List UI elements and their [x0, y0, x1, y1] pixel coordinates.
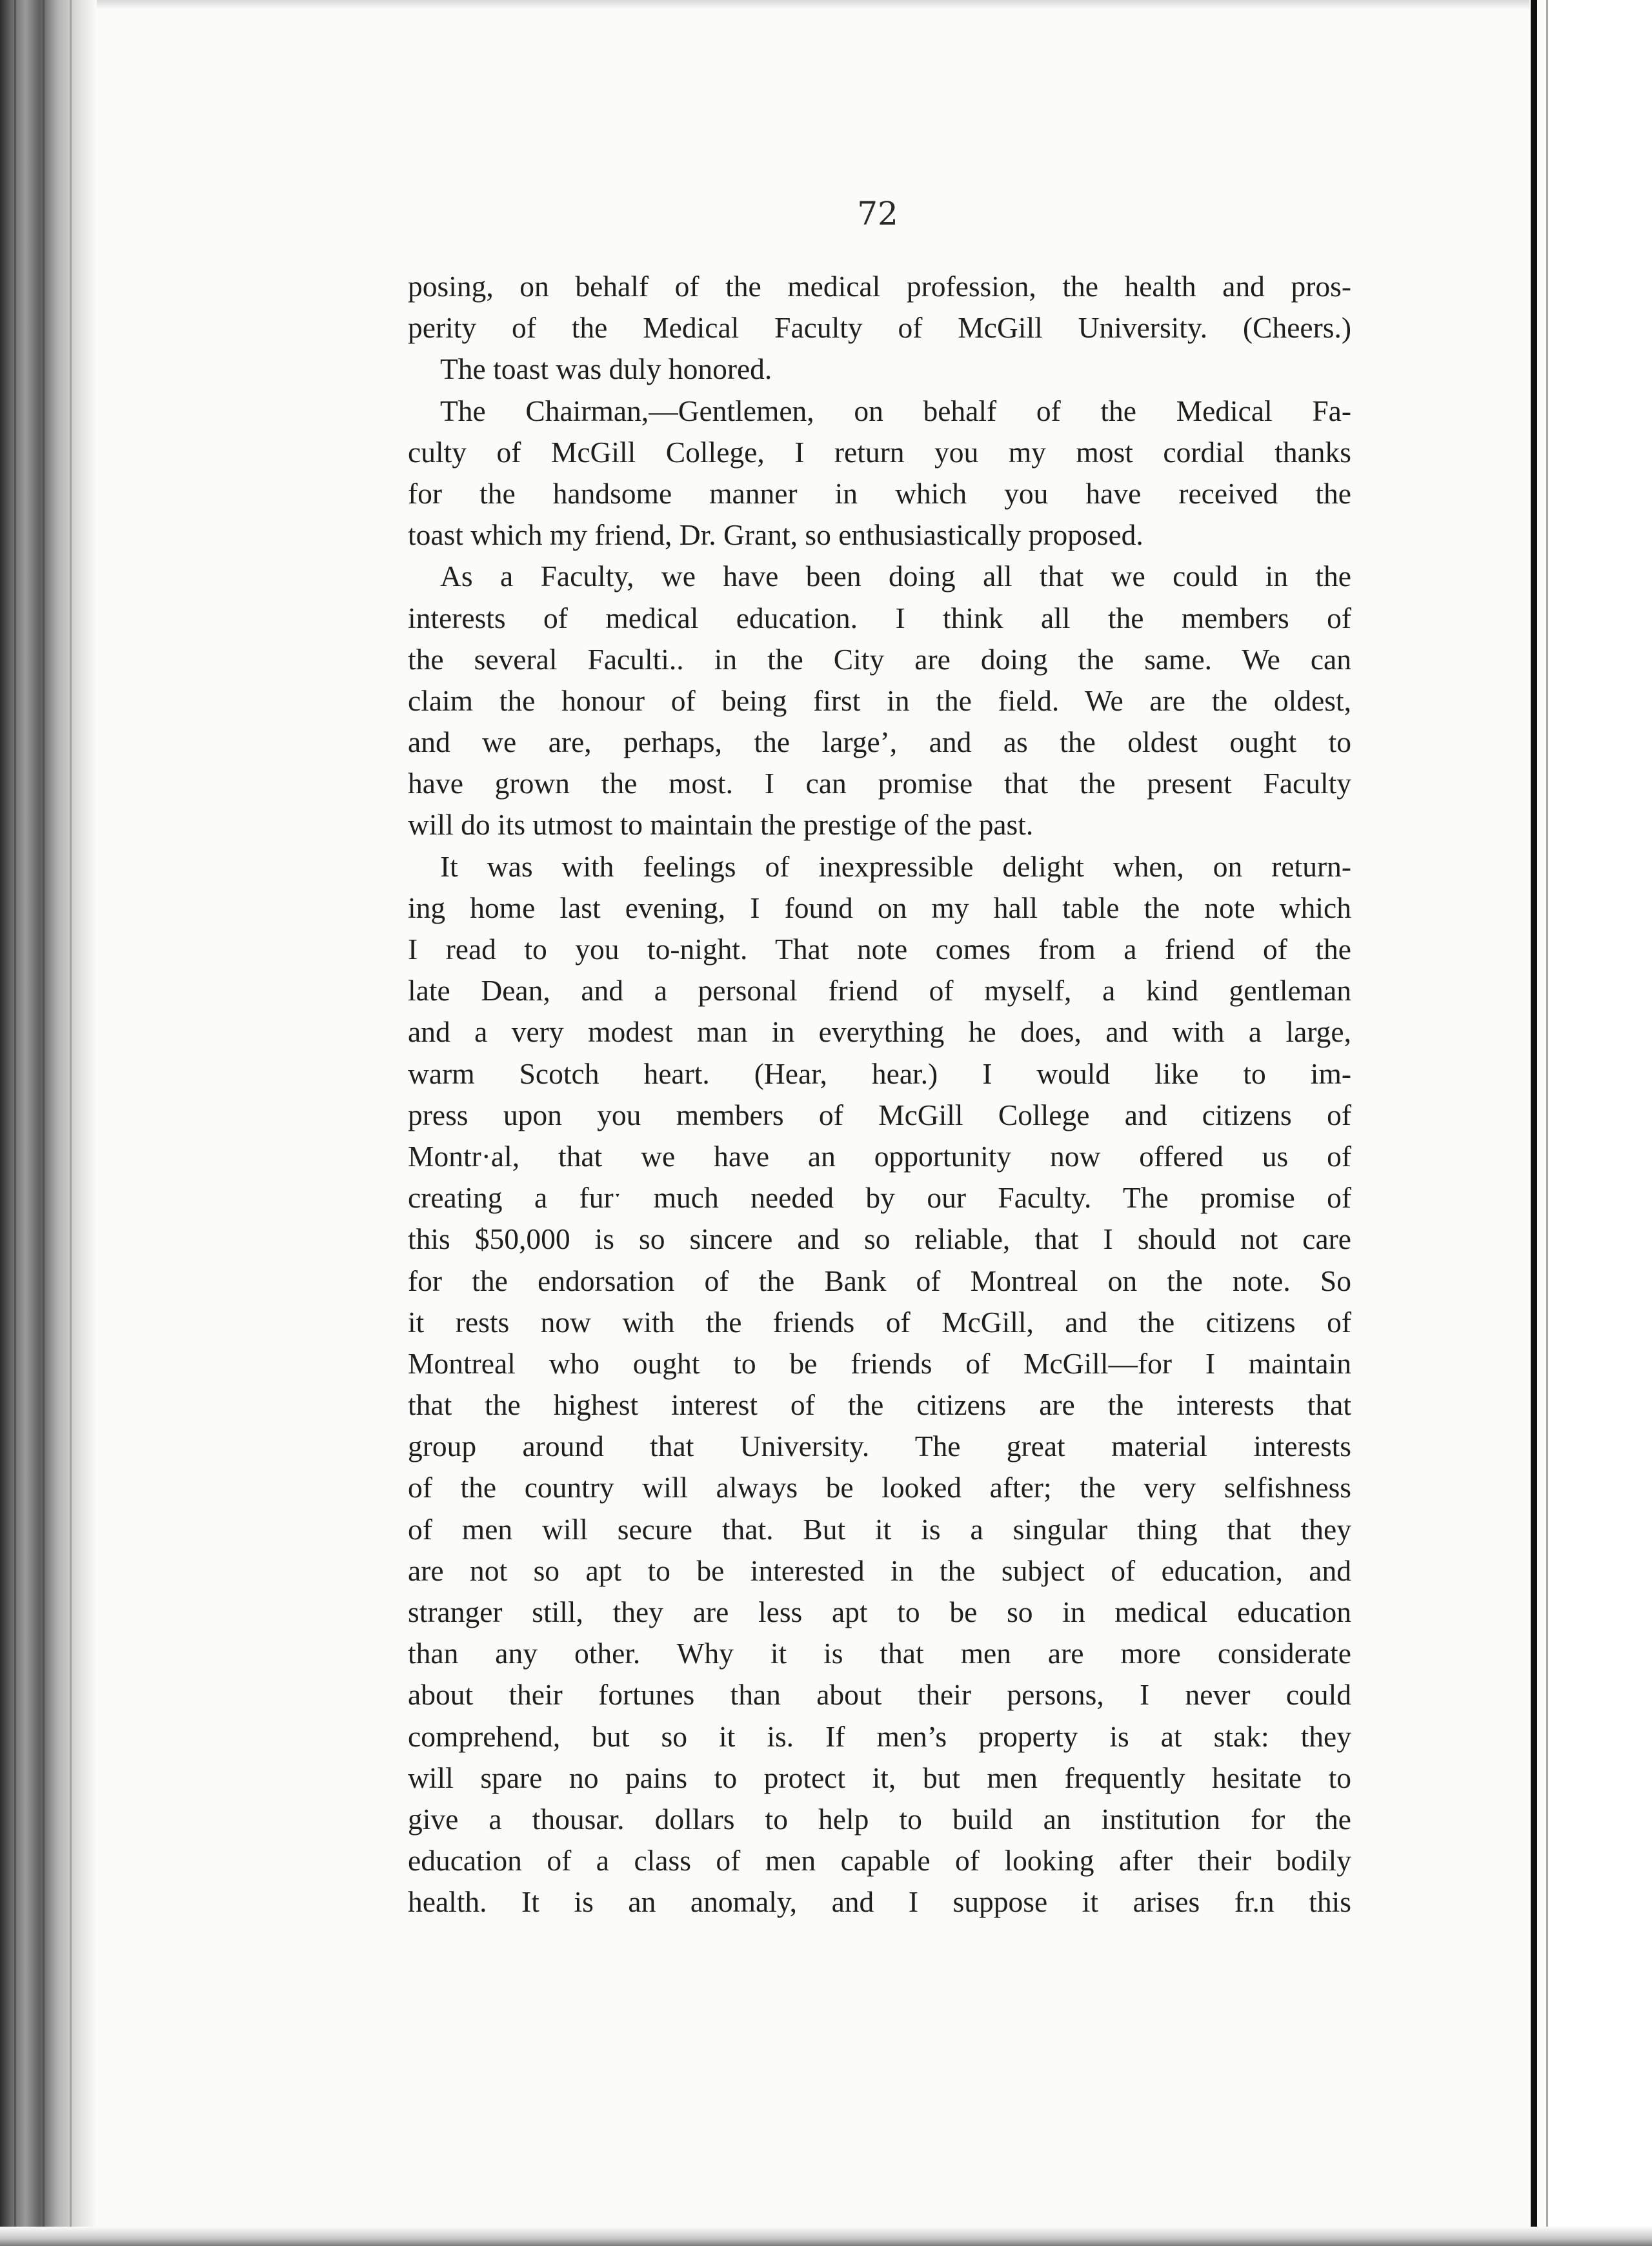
text-line: comprehend, but so it is. If men’s property is at stak: they — [408, 1719, 1351, 1753]
text-line: give a thousar. dollars to help to build an institution for the — [408, 1802, 1351, 1836]
text-line: posing, on behalf of the medical profession, the health and pros- — [408, 270, 1351, 303]
text-line: culty of McGill College, I return you my most cordial thanks — [408, 435, 1351, 469]
text-line: perity of the Medical Faculty of McGill University. (Cheers.) — [408, 311, 1351, 345]
text-line: are not so apt to be interested in the subject of education, and — [408, 1553, 1351, 1587]
text-line: the several Faculti.. in the City are doing the same. We can — [408, 642, 1351, 676]
right-page-edge — [1531, 0, 1537, 2246]
text-line: education of a class of men capable of looking after their bodily — [408, 1844, 1351, 1877]
body-text — [408, 266, 1351, 1923]
text-line: interests of medical education. I think all the members of — [408, 601, 1351, 634]
text-line: have grown the most. I can promise that the present Faculty — [408, 767, 1351, 800]
text-line: for the handsome manner in which you have received the — [408, 476, 1351, 510]
text-line: creating a furˑ much needed by our Faculty. The promise of — [408, 1181, 1351, 1215]
binding-crease — [14, 0, 16, 2246]
top-page-edge — [97, 0, 1529, 9]
text-line: that the highest interest of the citizens are the interests that — [408, 1388, 1351, 1422]
text-line: The Chairman,—Gentlemen, on behalf of the Medical Fa- — [440, 394, 1351, 427]
bottom-page-edge — [0, 2227, 1652, 2246]
text-line: It was with feelings of inexpressible delight when, on return- — [440, 849, 1351, 883]
text-line: for the endorsation of the Bank of Montreal on the note. So — [408, 1264, 1351, 1297]
binding-crease — [70, 0, 72, 2246]
text-line: than any other. Why it is that men are more considerate — [408, 1637, 1351, 1670]
page-number: 72 — [857, 195, 898, 232]
text-line: stranger still, they are less apt to be so in medical education — [408, 1595, 1351, 1628]
text-line: group around that University. The great material interests — [408, 1430, 1351, 1463]
text-line: of men will secure that. But it is a singular thing that they — [408, 1512, 1351, 1546]
text-line: warm Scotch heart. (Hear, hear.) I would like to im- — [408, 1057, 1351, 1090]
text-line: Montreal who ought to be friends of McGill—for I maintain — [408, 1346, 1351, 1380]
text-line: of the country will always be looked after; the very selfishness — [408, 1471, 1351, 1504]
text-line: Montr·al, that we have an opportunity now offered us of — [408, 1139, 1351, 1173]
right-page-edge-shadow — [1546, 0, 1548, 2246]
text-line: ing home last evening, I found on my hall table the note which — [408, 891, 1351, 924]
text-line: health. It is an anomaly, and I suppose it arises fr.n this — [408, 1885, 1351, 1919]
right-margin — [1549, 0, 1652, 2246]
text-line: press upon you members of McGill College and citizens of — [408, 1098, 1351, 1131]
text-line: will spare no pains to protect it, but men frequently hesitate to — [408, 1761, 1351, 1794]
text-line: and a very modest man in everything he does, and with a large, — [408, 1015, 1351, 1049]
text-line: and we are, perhaps, the large’, and as the oldest ought to — [408, 725, 1351, 759]
text-line: I read to you to-night. That note comes from a friend of the — [408, 933, 1351, 966]
text-line: this $50,000 is so sincere and so reliable, that I should not care — [408, 1222, 1351, 1256]
text-line: claim the honour of being first in the field. We are the oldest, — [408, 683, 1351, 717]
text-line: will do its utmost to maintain the prestige of the past. — [408, 808, 1034, 842]
text-line: late Dean, and a personal friend of myself, a kind gentleman — [408, 974, 1351, 1007]
text-line: As a Faculty, we have been doing all that we could in the — [440, 560, 1351, 593]
text-line: toast which my friend, Dr. Grant, so enthusiastically proposed. — [408, 518, 1143, 552]
text-line: The toast was duly honored. — [440, 352, 772, 386]
text-line: it rests now with the friends of McGill, and the citizens of — [408, 1305, 1351, 1339]
binding-crease — [43, 0, 45, 2246]
text-line: about their fortunes than about their persons, I never could — [408, 1678, 1351, 1712]
